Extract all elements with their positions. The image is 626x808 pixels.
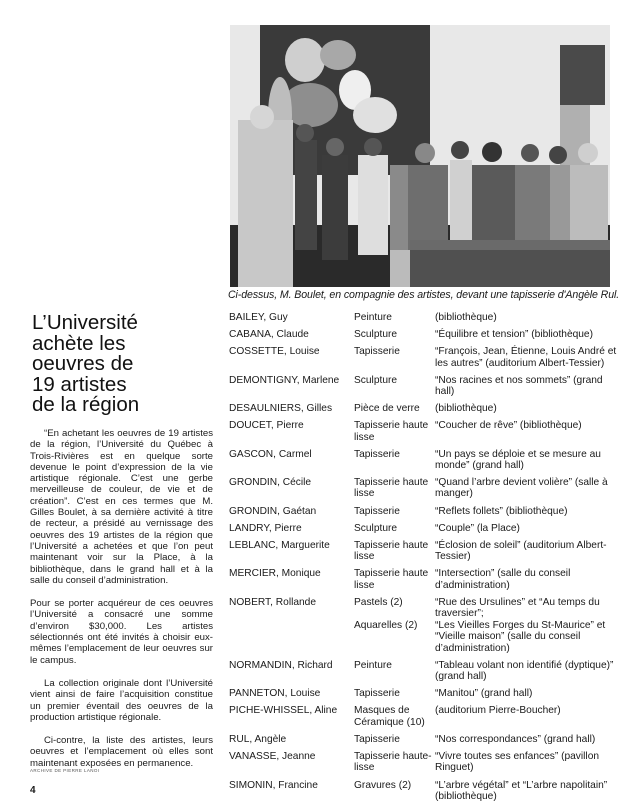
headline-line: achète les — [32, 331, 126, 355]
artist-name: GRONDIN, Cécile — [229, 477, 312, 489]
artist-medium: Tapisserie — [354, 448, 400, 460]
artist-name: VANASSE, Jeanne — [229, 751, 316, 763]
article-body — [30, 428, 213, 781]
artist-medium: Tapisserie haute lisse — [354, 420, 429, 443]
artist-row — [229, 751, 621, 779]
artist-medium: Sculpture — [354, 374, 398, 386]
headline-line: 19 artistes — [32, 372, 127, 396]
artist-work-location: “L’arbre végétal” et “L’arbre napolitain” (bibliothèque) — [435, 779, 608, 802]
headline-line: oeuvres de — [32, 352, 134, 375]
artist-name — [229, 620, 354, 660]
artist-medium: Tapisserie haute lisse — [354, 540, 429, 563]
artist-name: RUL, Angèle — [229, 733, 287, 745]
artist-work-location: “Reflets follets” (bibliothèque) — [435, 505, 568, 517]
artist-row — [229, 597, 621, 620]
artist-row — [229, 506, 621, 523]
artist-name: MERCIER, Monique — [229, 568, 321, 580]
artist-row — [229, 375, 621, 403]
artist-work-location: “Nos racines et nos sommets” (grand hall) — [435, 374, 603, 398]
artist-work-location: (bibliothèque) — [435, 403, 497, 415]
artist-work-location: “Un pays se déploie et se mesure au monde” (grand hall) — [435, 448, 601, 472]
artist-work-location: (bibliothèque) — [435, 312, 497, 323]
artist-name: COSSETTE, Louise — [229, 346, 320, 358]
artist-work-location: (auditorium Pierre-Boucher) — [435, 705, 561, 717]
artist-name: LEBLANC, Marguerite — [229, 540, 330, 552]
artist-row — [229, 449, 621, 477]
artist-medium: Masques de Céramique (10) — [354, 705, 425, 728]
artist-medium: Sculpture — [354, 522, 398, 534]
artist-medium: Pièce de verre — [354, 403, 420, 415]
headline-line: de la région — [32, 393, 140, 416]
artist-name: PICHE-WHISSEL, Aline — [229, 705, 338, 717]
artist-name: DEMONTIGNY, Marlene — [229, 374, 340, 386]
event-photo — [230, 25, 610, 287]
artist-medium: Tapisserie — [354, 688, 400, 700]
artist-row — [229, 477, 621, 505]
artist-work-location: “Quand l’arbre devient volière” (salle à manger) — [435, 477, 608, 500]
artist-medium: Peinture — [354, 659, 392, 671]
artist-name: DESAULNIERS, Gilles — [229, 403, 333, 415]
artist-medium: Sculpture — [354, 329, 398, 341]
artist-medium: Tapisserie — [354, 505, 400, 517]
artist-row — [229, 523, 621, 540]
artist-medium: Peinture — [354, 312, 392, 323]
artist-work-location: “Éclosion de soleil” (auditorium Albert-Tessier) — [435, 540, 607, 563]
body-paragraph: Ci-contre, la liste des artistes, leurs oeuvres et l’emplacement où elles sont maintenant exposées en permanence. — [30, 735, 213, 769]
artist-name: LANDRY, Pierre — [229, 522, 302, 534]
artist-medium: Pastels (2) — [354, 596, 403, 608]
artist-work-location: “Tableau volant non identifié (dyptique)” (grand hall) — [435, 659, 614, 683]
artist-name: CABANA, Claude — [229, 329, 309, 341]
artist-row — [229, 420, 621, 448]
artist-medium: Tapisserie haute lisse — [354, 568, 429, 591]
artist-name: GRONDIN, Gaétan — [229, 505, 317, 517]
artist-medium: Tapisserie — [354, 346, 400, 358]
artist-row — [229, 620, 621, 660]
artist-work-location: “Équilibre et tension” (bibliothèque) — [435, 329, 593, 341]
photo-illustration — [230, 25, 610, 287]
artist-medium: Gravures (2) — [354, 779, 412, 791]
artist-row — [229, 312, 621, 329]
body-paragraph: Pour se porter acquéreur de ces oeuvres l’Université a consacré une somme d’environ $30,000. Les artistes sélectionnés ont été invités à choisir eux-mêmes l’emplacement de leur oeuvres sur le campus. — [30, 598, 213, 666]
artist-name: BAILEY, Guy — [229, 312, 288, 323]
body-paragraph: La collection originale dont l’Université vient ainsi de faire l’acquisition constitue un premier éventail des oeuvres de la production artistique régionale. — [30, 677, 213, 723]
artist-name: GASCON, Carmel — [229, 448, 312, 460]
artist-work-location: “Coucher de rêve” (bibliothèque) — [435, 420, 582, 432]
page-number: 4 — [30, 785, 36, 796]
artist-work-location: “Intersection” (salle du conseil d’administration) — [435, 568, 571, 591]
artist-row — [229, 540, 621, 568]
artist-name: PANNETON, Louise — [229, 688, 321, 700]
artist-work-location: “Nos correspondances” (grand hall) — [435, 733, 596, 745]
artist-row — [229, 660, 621, 688]
artist-row — [229, 780, 621, 808]
artist-name: NORMANDIN, Richard — [229, 659, 333, 671]
artist-row — [229, 705, 621, 733]
artist-row — [229, 346, 621, 374]
artist-work-location: “Couple” (la Place) — [435, 522, 520, 534]
artist-row — [229, 568, 621, 596]
artist-medium: Tapisserie — [354, 733, 400, 745]
artist-name: SIMONIN, Francine — [229, 779, 318, 791]
artist-work-location: “Vivre toutes ses enfances” (pavillon Ringuet) — [435, 751, 600, 774]
headline-line: L’Université — [32, 311, 138, 334]
archive-credit: ARCHIVE DE PIERRE LANOI — [30, 768, 100, 773]
artist-row — [229, 688, 621, 705]
body-paragraph: “En achetant les oeuvres de 19 artistes de la région, l’Université du Québec à Trois-Rivières est en quelque sorte devenue le point d’expression de la vie artistique régionale. C’est une gerbe merveilleuse de couleur, de vie et de création”. C’est en ces termes que M. Gilles Boulet, à sa dernière activité à titre de recteur, a présidé au vernissage des oeuvres des 19 artistes de la région que l’Université a achetées et que l’on peut maintenant voir sur la Place, à la bibliothèque, dans le grand hall et à la salle du conseil d’administration. — [30, 428, 213, 586]
artist-work-location: “Les Vieilles Forges du St-Maurice” et “Vieille maison” (salle du conseil d’administration) — [435, 620, 606, 654]
photo-caption: Ci-dessus, M. Boulet, en compagnie des artistes, devant une tapisserie d'Angèle Rul. — [228, 289, 620, 301]
artist-name: NOBERT, Rollande — [229, 596, 317, 608]
artist-row — [229, 734, 621, 751]
artist-medium: Tapisserie haute-lisse — [354, 751, 432, 774]
artist-list-table — [229, 312, 621, 808]
artist-medium: Tapisserie haute lisse — [354, 477, 429, 500]
artist-row — [229, 329, 621, 346]
artist-work-location: “Rue des Ursulines” et “Au temps du traversier”; — [435, 596, 600, 620]
artist-work-location: “Manitou” (grand hall) — [435, 688, 533, 700]
artist-work-location: “François, Jean, Étienne, Louis André et les autres” (auditorium Albert-Tessier) — [435, 346, 617, 369]
artist-name: DOUCET, Pierre — [229, 420, 304, 432]
article-headline — [32, 313, 222, 416]
artist-medium: Aquarelles (2) — [354, 620, 418, 632]
artist-row — [229, 403, 621, 420]
